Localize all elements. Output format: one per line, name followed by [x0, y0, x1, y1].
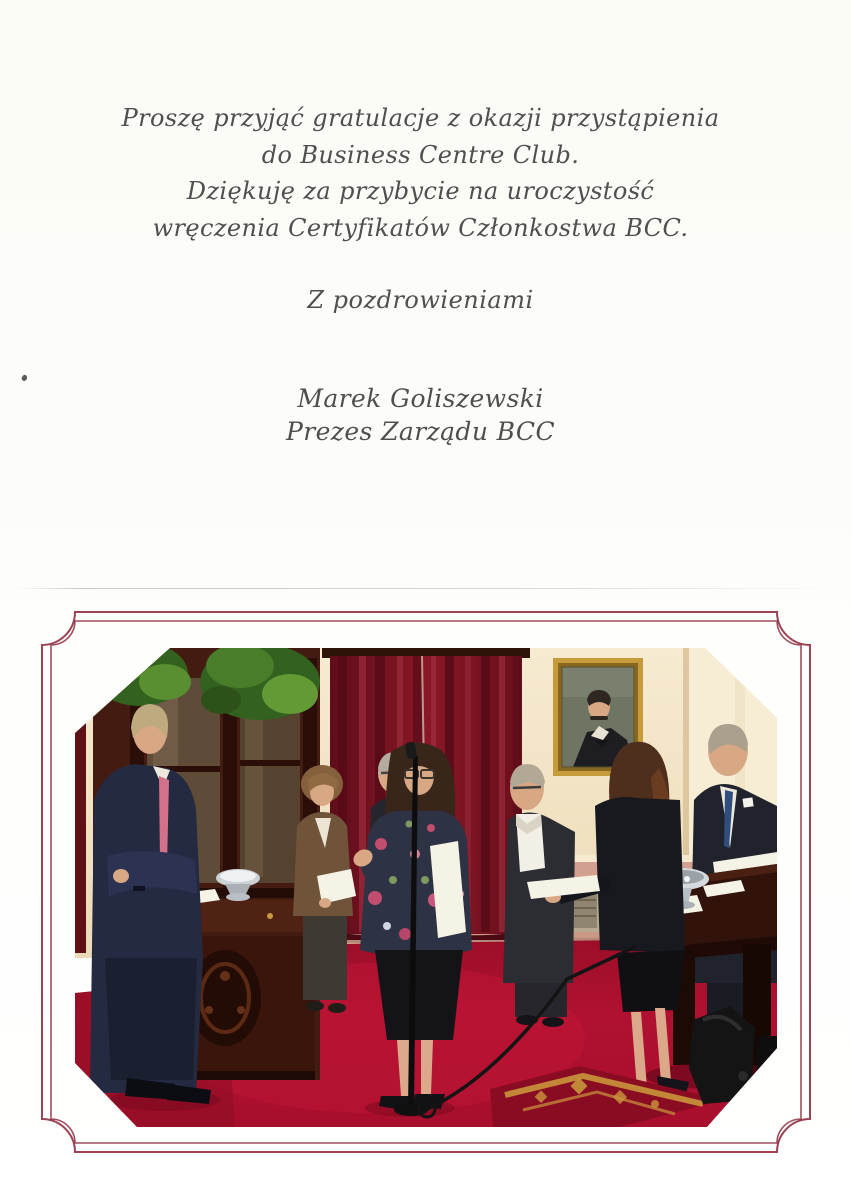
- greeting-line-2: do Business Centre Club.: [261, 140, 580, 169]
- ceremony-photo: [75, 648, 777, 1127]
- closing-line: Z pozdrowieniami: [307, 286, 534, 314]
- signature-block: [0, 382, 841, 448]
- signature-name: Marek Goliszewski: [297, 384, 544, 413]
- scan-speck: [21, 374, 29, 382]
- greeting-message: [0, 100, 841, 246]
- card-fold-line: [14, 588, 838, 589]
- left-drape-sliver: [75, 688, 86, 953]
- signature-title: Prezes Zarządu BCC: [286, 417, 555, 446]
- greeting-line-4: wręczenia Certyfikatów Członkostwa BCC.: [152, 213, 689, 242]
- greeting-line-1: Proszę przyjąć gratulacje z okazji przystąpienia: [121, 104, 720, 132]
- greeting-line-3: Dziękuję za przybycie na uroczystość: [186, 177, 655, 205]
- photo-ceremony-scene: [75, 648, 777, 1127]
